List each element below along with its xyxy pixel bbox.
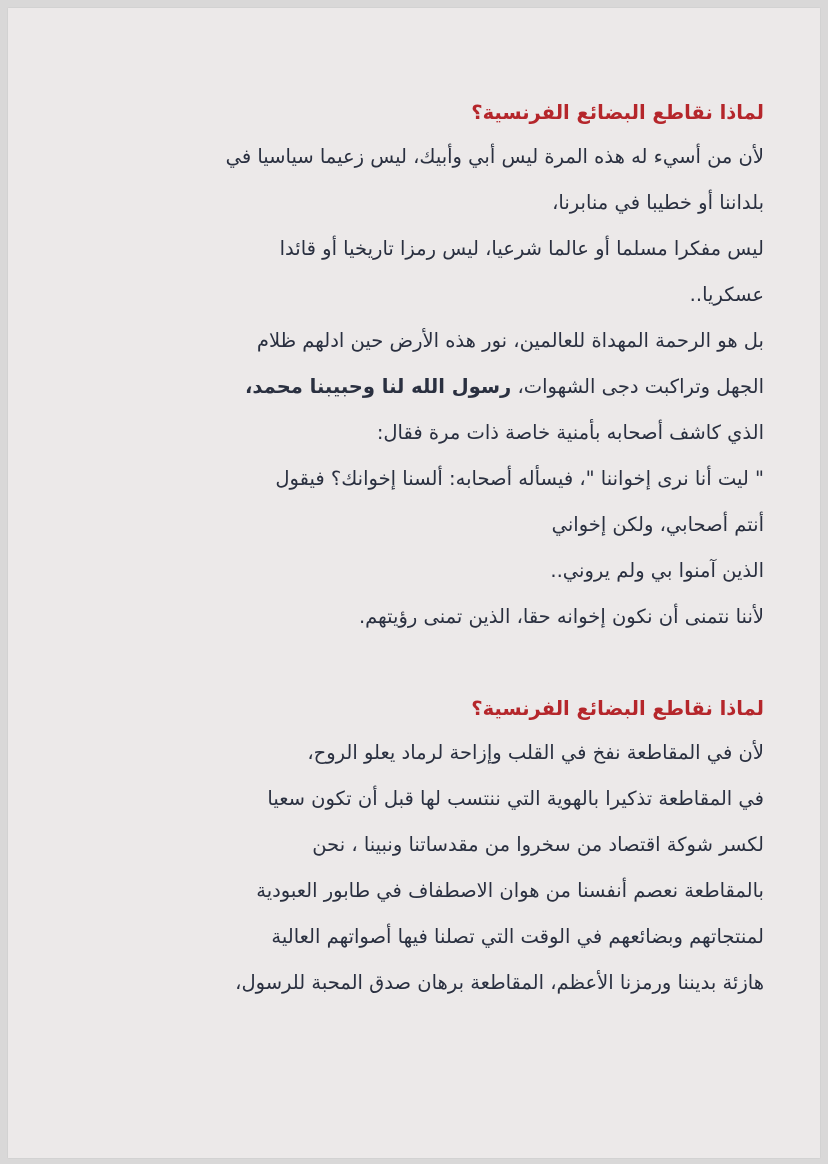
text-line: عسكريا..: [689, 283, 764, 306]
emphasized-text: رسول الله لنا وحبيبنا محمد،: [244, 375, 512, 398]
section-1: [72, 92, 764, 640]
text-line: لمنتجاتهم وبضائعهم في الوقت التي تصلنا فيها أصواتهم العالية: [271, 925, 764, 948]
text-line: ليس مفكرا مسلما أو عالما شرعيا، ليس رمزا تاريخيا أو قائدا: [279, 237, 764, 260]
text-line: لأن في المقاطعة نفخ في القلب وإزاحة لرماد يعلو الروح،: [307, 741, 764, 764]
section-heading: لماذا نقاطع البضائع الفرنسية؟: [471, 697, 764, 720]
plain-text: الجهل وتراكبت دجى الشهوات،: [511, 375, 764, 398]
text-line: لأن من أسيء له هذه المرة ليس أبي وأبيك، ليس زعيما سياسيا في: [225, 145, 764, 168]
text-line: الذين آمنوا بي ولم يروني..: [550, 559, 764, 582]
text-line: بالمقاطعة نعصم أنفسنا من هوان الاصطفاف في طابور العبودية: [256, 879, 764, 902]
text-line-mixed: [72, 364, 764, 410]
section-heading: لماذا نقاطع البضائع الفرنسية؟: [471, 101, 764, 124]
text-line: بل هو الرحمة المهداة للعالمين، نور هذه الأرض حين ادلهم ظلام: [256, 329, 764, 352]
document-page: [8, 8, 820, 1158]
text-line: بلداننا أو خطيبا في منابرنا،: [552, 191, 764, 214]
text-line: أنتم أصحابي، ولكن إخواني: [551, 513, 764, 536]
text-line: في المقاطعة تذكيرا بالهوية التي ننتسب لها قبل أن تكون سعيا: [267, 787, 764, 810]
text-line: هازئة بديننا ورمزنا الأعظم، المقاطعة برهان صدق المحبة للرسول،: [235, 971, 764, 994]
section-2: [72, 688, 764, 1006]
text-line: لأننا نتمنى أن نكون إخوانه حقا، الذين تمنى رؤيتهم.: [358, 605, 764, 628]
text-line: لكسر شوكة اقتصاد من سخروا من مقدساتنا ونبينا ، نحن: [312, 833, 764, 856]
text-line: " ليت أنا نرى إخواننا "، فيسأله أصحابه: ألسنا إخوانك؟ فيقول: [275, 467, 764, 490]
article-body: [72, 92, 764, 1006]
text-line: الذي كاشف أصحابه بأمنية خاصة ذات مرة فقال:: [376, 421, 764, 444]
